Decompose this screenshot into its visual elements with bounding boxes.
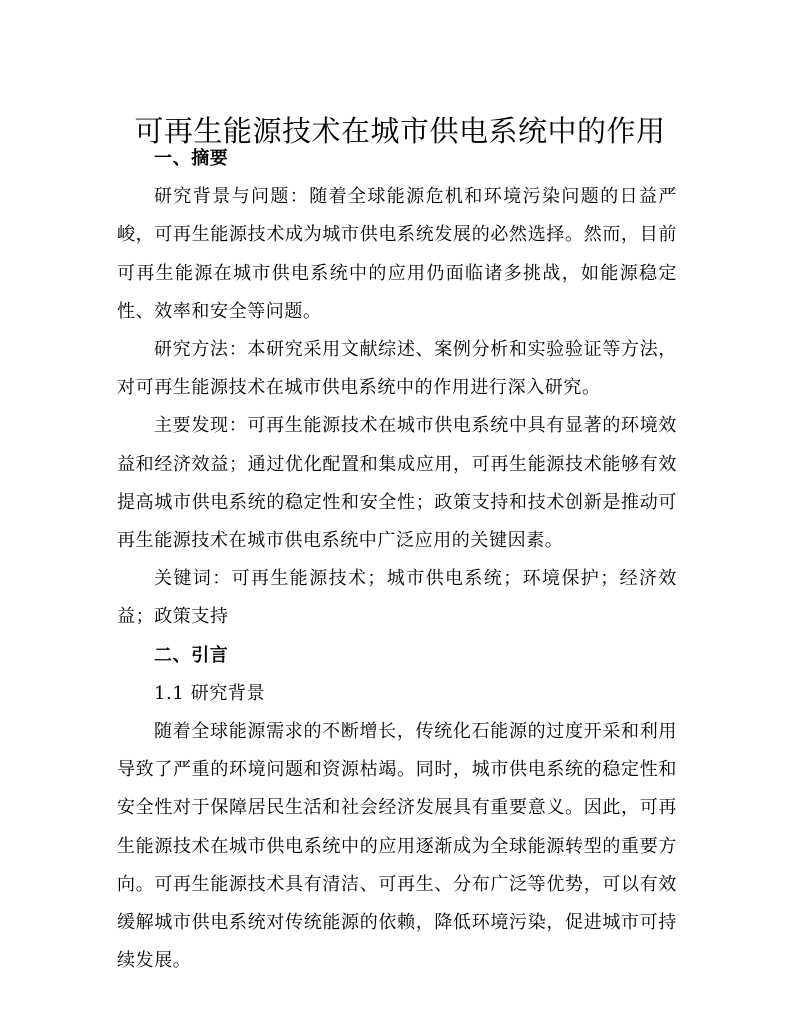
introduction-heading: 二、引言 bbox=[154, 644, 229, 666]
abstract-findings-paragraph: 主要发现：可再生能源技术在城市供电系统中具有显著的环境效益和经济效益；通过优化配置和集成应用，可再生能源技术能够有效提高城市供电系统的稳定性和安全性；政策支持和技术创新是推动可再生能源技术在城市供电系统中广泛应用的关键因素。 bbox=[117, 415, 677, 552]
document-body bbox=[117, 140, 677, 980]
page-title: 可再生能源技术在城市供电系统中的作用 bbox=[134, 114, 666, 149]
research-background-subheading: 1.1 研究背景 bbox=[154, 682, 266, 704]
abstract-keywords-paragraph: 关键词：可再生能源技术；城市供电系统；环境保护；经济效益；政策支持 bbox=[117, 568, 677, 628]
abstract-background-paragraph: 研究背景与问题：随着全球能源危机和环境污染问题的日益严峻，可再生能源技术成为城市供电系统发展的必然选择。然而，目前可再生能源在城市供电系统中的应用仍面临诸多挑战，如能源稳定性、效率和安全等问题。 bbox=[117, 186, 677, 322]
research-background-paragraph: 随着全球能源需求的不断增长，传统化石能源的过度开采和利用导致了严重的环境问题和资源枯竭。同时，城市供电系统的稳定性和安全性对于保障居民生活和社会经济发展具有重要意义。因此，可再生能源技术在城市供电系统中的应用逐渐成为全球能源转型的重要方向。可再生能源技术具有清洁、可再生、分布广泛等优势，可以有效缓解城市供电系统对传统能源的依赖，降低环境污染，促进城市可持续发展。 bbox=[117, 721, 677, 972]
abstract-methods-paragraph: 研究方法：本研究采用文献综述、案例分析和实验验证等方法，对可再生能源技术在城市供电系统中的作用进行深入研究。 bbox=[117, 339, 677, 399]
abstract-heading: 一、摘要 bbox=[154, 148, 229, 169]
